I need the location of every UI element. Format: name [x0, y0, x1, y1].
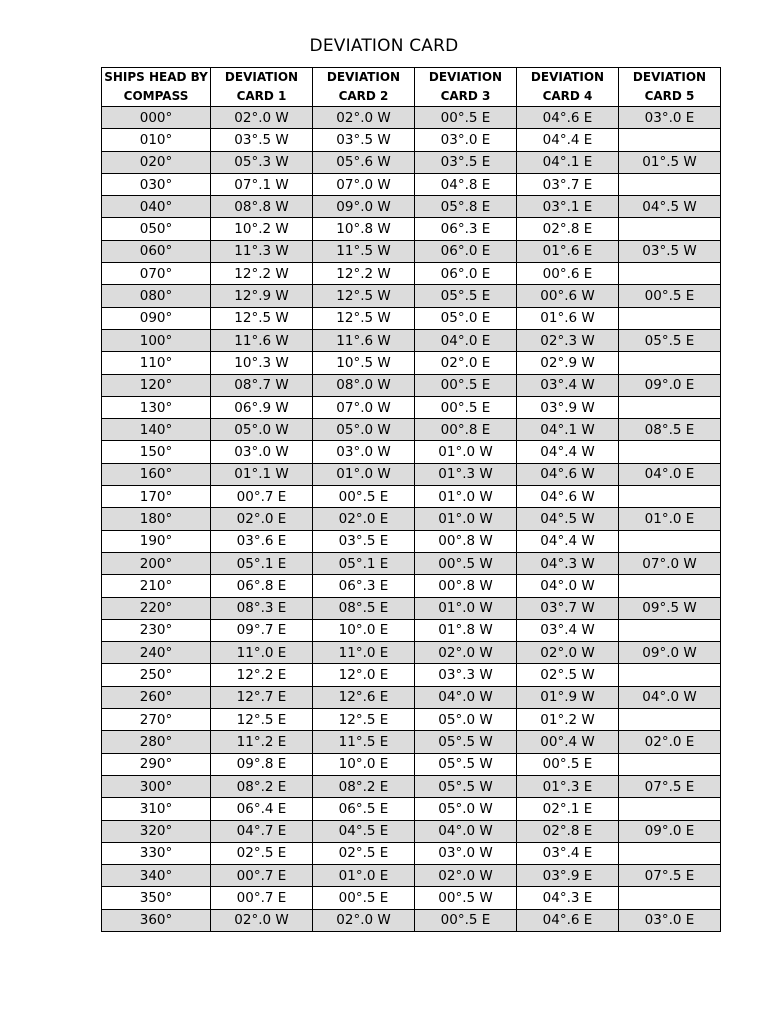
compass-heading-cell: 200° [102, 552, 211, 574]
card-3-cell: 05°.0 W [415, 798, 517, 820]
card-5-cell: 04°.0 E [619, 463, 721, 485]
compass-heading-cell: 040° [102, 196, 211, 218]
card-5-cell [619, 575, 721, 597]
compass-heading-cell: 290° [102, 753, 211, 775]
table-row [102, 240, 721, 262]
card-4-cell: 03°.9 E [517, 865, 619, 887]
card-4-cell: 03°.4 E [517, 842, 619, 864]
card-5-cell [619, 619, 721, 641]
card-3-cell: 00°.8 W [415, 575, 517, 597]
card-3-cell: 03°.5 E [415, 151, 517, 173]
card-2-cell: 08°.5 E [313, 597, 415, 619]
card-4-cell: 01°.9 W [517, 686, 619, 708]
card-5-cell: 09°.0 E [619, 374, 721, 396]
compass-heading-cell: 260° [102, 686, 211, 708]
card-2-cell: 10°.0 E [313, 619, 415, 641]
card-2-cell: 11°.0 E [313, 642, 415, 664]
card-1-cell: 01°.1 W [211, 463, 313, 485]
card-2-cell: 09°.0 W [313, 196, 415, 218]
card-2-cell: 11°.5 W [313, 240, 415, 262]
card-4-cell: 03°.1 E [517, 196, 619, 218]
card-3-cell: 01°.8 W [415, 619, 517, 641]
compass-heading-cell: 160° [102, 463, 211, 485]
card-3-cell: 02°.0 W [415, 865, 517, 887]
card-1-cell: 12°.2 E [211, 664, 313, 686]
card-1-cell: 03°.0 W [211, 441, 313, 463]
card-5-cell [619, 842, 721, 864]
card-4-cell: 01°.2 W [517, 709, 619, 731]
compass-heading-cell: 050° [102, 218, 211, 240]
compass-heading-cell: 090° [102, 307, 211, 329]
header-line: DEVIATION [530, 70, 605, 84]
card-5-cell [619, 486, 721, 508]
card-2-cell: 05°.0 W [313, 419, 415, 441]
card-1-cell: 08°.8 W [211, 196, 313, 218]
card-5-cell: 07°.5 E [619, 865, 721, 887]
card-1-cell: 03°.6 E [211, 530, 313, 552]
card-5-cell: 01°.0 E [619, 508, 721, 530]
card-1-cell: 09°.7 E [211, 619, 313, 641]
table-row [102, 575, 721, 597]
card-2-cell: 11°.6 W [313, 329, 415, 351]
card-3-cell: 04°.0 E [415, 329, 517, 351]
card-2-cell: 03°.0 W [313, 441, 415, 463]
header-row [102, 68, 721, 107]
table-row [102, 419, 721, 441]
card-4-cell: 02°.1 E [517, 798, 619, 820]
table-row [102, 865, 721, 887]
card-3-cell: 03°.0 W [415, 842, 517, 864]
card-2-cell: 08°.0 W [313, 374, 415, 396]
table-row [102, 731, 721, 753]
table-row [102, 441, 721, 463]
compass-heading-cell: 240° [102, 642, 211, 664]
card-1-cell: 00°.7 E [211, 887, 313, 909]
card-4-cell: 00°.6 W [517, 285, 619, 307]
card-1-cell: 12°.5 W [211, 307, 313, 329]
header-line: DEVIATION [428, 70, 503, 84]
card-1-cell: 10°.2 W [211, 218, 313, 240]
table-row [102, 686, 721, 708]
card-5-cell: 09°.0 W [619, 642, 721, 664]
table-row [102, 597, 721, 619]
card-4-cell: 04°.4 E [517, 129, 619, 151]
card-5-cell [619, 753, 721, 775]
card-3-cell: 00°.5 E [415, 107, 517, 129]
card-3-cell: 06°.0 E [415, 240, 517, 262]
card-5-cell [619, 664, 721, 686]
table-row [102, 329, 721, 351]
card-5-cell [619, 396, 721, 418]
card-3-cell: 05°.0 E [415, 307, 517, 329]
card-4-cell: 03°.4 W [517, 374, 619, 396]
card-5-cell [619, 530, 721, 552]
compass-heading-cell: 360° [102, 909, 211, 931]
table-row [102, 285, 721, 307]
card-4-cell: 04°.4 W [517, 441, 619, 463]
card-1-cell: 02°.0 W [211, 107, 313, 129]
card-1-cell: 12°.9 W [211, 285, 313, 307]
card-2-cell: 11°.5 E [313, 731, 415, 753]
card-5-cell: 07°.0 W [619, 552, 721, 574]
table-row [102, 107, 721, 129]
table-header [102, 68, 721, 107]
compass-heading-cell: 060° [102, 240, 211, 262]
card-5-cell: 01°.5 W [619, 151, 721, 173]
card-1-cell: 12°.5 E [211, 709, 313, 731]
header-card-5 [619, 68, 721, 107]
card-2-cell: 08°.2 E [313, 775, 415, 797]
compass-heading-cell: 010° [102, 129, 211, 151]
card-5-cell: 07°.5 E [619, 775, 721, 797]
card-2-cell: 03°.5 E [313, 530, 415, 552]
card-1-cell: 04°.7 E [211, 820, 313, 842]
header-line: CARD 3 [440, 89, 491, 103]
table-row [102, 619, 721, 641]
table-row [102, 173, 721, 195]
page-title: DEVIATION CARD [309, 36, 459, 56]
card-3-cell: 05°.5 W [415, 731, 517, 753]
card-5-cell: 05°.5 E [619, 329, 721, 351]
card-5-cell [619, 887, 721, 909]
compass-heading-cell: 250° [102, 664, 211, 686]
card-2-cell: 12°.5 E [313, 709, 415, 731]
card-1-cell: 00°.7 E [211, 486, 313, 508]
table-row [102, 218, 721, 240]
card-4-cell: 04°.4 W [517, 530, 619, 552]
card-3-cell: 06°.3 E [415, 218, 517, 240]
card-4-cell: 03°.4 W [517, 619, 619, 641]
compass-heading-cell: 170° [102, 486, 211, 508]
table-row [102, 374, 721, 396]
card-1-cell: 05°.1 E [211, 552, 313, 574]
card-2-cell: 12°.2 W [313, 263, 415, 285]
compass-heading-cell: 280° [102, 731, 211, 753]
compass-heading-cell: 310° [102, 798, 211, 820]
table-row [102, 151, 721, 173]
card-4-cell: 02°.9 W [517, 352, 619, 374]
compass-heading-cell: 230° [102, 619, 211, 641]
header-line: DEVIATION [632, 70, 707, 84]
card-2-cell: 12°.5 W [313, 307, 415, 329]
card-1-cell: 08°.2 E [211, 775, 313, 797]
table-row [102, 530, 721, 552]
card-5-cell [619, 307, 721, 329]
card-3-cell: 00°.8 W [415, 530, 517, 552]
compass-heading-cell: 140° [102, 419, 211, 441]
table-row [102, 709, 721, 731]
card-5-cell: 08°.5 E [619, 419, 721, 441]
card-4-cell: 03°.7 W [517, 597, 619, 619]
compass-heading-cell: 300° [102, 775, 211, 797]
card-2-cell: 05°.1 E [313, 552, 415, 574]
card-5-cell: 09°.0 E [619, 820, 721, 842]
header-card-2 [313, 68, 415, 107]
card-2-cell: 00°.5 E [313, 887, 415, 909]
card-5-cell [619, 352, 721, 374]
table-row [102, 775, 721, 797]
card-5-cell: 04°.0 W [619, 686, 721, 708]
table-row [102, 463, 721, 485]
card-1-cell: 00°.7 E [211, 865, 313, 887]
compass-heading-cell: 120° [102, 374, 211, 396]
card-4-cell: 02°.8 E [517, 820, 619, 842]
card-4-cell: 00°.4 W [517, 731, 619, 753]
card-5-cell: 03°.5 W [619, 240, 721, 262]
card-5-cell: 04°.5 W [619, 196, 721, 218]
header-card-4 [517, 68, 619, 107]
card-3-cell: 04°.8 E [415, 173, 517, 195]
compass-heading-cell: 340° [102, 865, 211, 887]
card-1-cell: 08°.3 E [211, 597, 313, 619]
compass-heading-cell: 080° [102, 285, 211, 307]
card-1-cell: 08°.7 W [211, 374, 313, 396]
card-5-cell [619, 263, 721, 285]
card-3-cell: 01°.0 W [415, 441, 517, 463]
card-3-cell: 00°.8 E [415, 419, 517, 441]
table-row [102, 642, 721, 664]
card-2-cell: 02°.0 W [313, 909, 415, 931]
deviation-table [101, 67, 721, 932]
header-card-3 [415, 68, 517, 107]
card-4-cell: 04°.5 W [517, 508, 619, 530]
card-3-cell: 03°.3 W [415, 664, 517, 686]
header-line: COMPASS [123, 89, 189, 103]
table-row [102, 196, 721, 218]
card-3-cell: 05°.0 W [415, 709, 517, 731]
card-3-cell: 03°.0 E [415, 129, 517, 151]
compass-heading-cell: 130° [102, 396, 211, 418]
card-5-cell: 02°.0 E [619, 731, 721, 753]
table-row [102, 753, 721, 775]
card-4-cell: 04°.1 W [517, 419, 619, 441]
card-2-cell: 06°.3 E [313, 575, 415, 597]
compass-heading-cell: 190° [102, 530, 211, 552]
card-3-cell: 02°.0 E [415, 352, 517, 374]
card-4-cell: 02°.5 W [517, 664, 619, 686]
card-1-cell: 11°.2 E [211, 731, 313, 753]
card-4-cell: 04°.0 W [517, 575, 619, 597]
header-line: CARD 1 [236, 89, 287, 103]
card-4-cell: 04°.1 E [517, 151, 619, 173]
card-1-cell: 05°.0 W [211, 419, 313, 441]
header-line: CARD 5 [644, 89, 695, 103]
compass-heading-cell: 350° [102, 887, 211, 909]
card-3-cell: 06°.0 E [415, 263, 517, 285]
table-row [102, 307, 721, 329]
card-3-cell: 01°.0 W [415, 508, 517, 530]
compass-heading-cell: 020° [102, 151, 211, 173]
card-1-cell: 11°.6 W [211, 329, 313, 351]
card-1-cell: 02°.0 E [211, 508, 313, 530]
table-row [102, 396, 721, 418]
card-5-cell [619, 218, 721, 240]
compass-heading-cell: 330° [102, 842, 211, 864]
table-row [102, 263, 721, 285]
card-1-cell: 06°.9 W [211, 396, 313, 418]
compass-heading-cell: 180° [102, 508, 211, 530]
card-3-cell: 05°.5 E [415, 285, 517, 307]
card-3-cell: 05°.5 W [415, 775, 517, 797]
card-1-cell: 12°.2 W [211, 263, 313, 285]
card-1-cell: 02°.5 E [211, 842, 313, 864]
compass-heading-cell: 320° [102, 820, 211, 842]
header-ships-head [102, 68, 211, 107]
card-4-cell: 01°.3 E [517, 775, 619, 797]
card-4-cell: 02°.8 E [517, 218, 619, 240]
card-2-cell: 07°.0 W [313, 173, 415, 195]
table-row [102, 352, 721, 374]
table-body [102, 107, 721, 932]
table-row [102, 552, 721, 574]
header-card-1 [211, 68, 313, 107]
card-3-cell: 00°.5 E [415, 396, 517, 418]
card-3-cell: 01°.3 W [415, 463, 517, 485]
card-4-cell: 04°.3 W [517, 552, 619, 574]
compass-heading-cell: 100° [102, 329, 211, 351]
card-3-cell: 05°.8 E [415, 196, 517, 218]
card-5-cell: 03°.0 E [619, 107, 721, 129]
card-5-cell [619, 173, 721, 195]
card-1-cell: 11°.3 W [211, 240, 313, 262]
card-4-cell: 01°.6 E [517, 240, 619, 262]
card-2-cell: 06°.5 E [313, 798, 415, 820]
card-3-cell: 01°.0 W [415, 486, 517, 508]
card-1-cell: 02°.0 W [211, 909, 313, 931]
card-2-cell: 02°.0 W [313, 107, 415, 129]
card-4-cell: 04°.6 E [517, 107, 619, 129]
header-line: DEVIATION [326, 70, 401, 84]
compass-heading-cell: 030° [102, 173, 211, 195]
header-line: SHIPS HEAD BY [104, 70, 208, 84]
card-1-cell: 03°.5 W [211, 129, 313, 151]
header-line: CARD 4 [542, 89, 593, 103]
card-1-cell: 10°.3 W [211, 352, 313, 374]
card-2-cell: 05°.6 W [313, 151, 415, 173]
card-4-cell: 03°.9 W [517, 396, 619, 418]
card-4-cell: 04°.3 E [517, 887, 619, 909]
card-5-cell [619, 441, 721, 463]
card-2-cell: 07°.0 W [313, 396, 415, 418]
card-1-cell: 12°.7 E [211, 686, 313, 708]
table-row [102, 129, 721, 151]
card-3-cell: 02°.0 W [415, 642, 517, 664]
table-row [102, 664, 721, 686]
card-2-cell: 10°.0 E [313, 753, 415, 775]
card-4-cell: 04°.6 E [517, 909, 619, 931]
card-2-cell: 01°.0 W [313, 463, 415, 485]
card-3-cell: 00°.5 E [415, 909, 517, 931]
card-1-cell: 07°.1 W [211, 173, 313, 195]
card-3-cell: 04°.0 W [415, 686, 517, 708]
card-4-cell: 01°.6 W [517, 307, 619, 329]
card-3-cell: 00°.5 W [415, 552, 517, 574]
compass-heading-cell: 000° [102, 107, 211, 129]
card-3-cell: 00°.5 E [415, 374, 517, 396]
card-4-cell: 02°.3 W [517, 329, 619, 351]
card-5-cell [619, 129, 721, 151]
card-3-cell: 04°.0 W [415, 820, 517, 842]
compass-heading-cell: 220° [102, 597, 211, 619]
card-1-cell: 05°.3 W [211, 151, 313, 173]
card-5-cell [619, 798, 721, 820]
table-row [102, 820, 721, 842]
table-row [102, 842, 721, 864]
card-2-cell: 12°.6 E [313, 686, 415, 708]
table-row [102, 798, 721, 820]
compass-heading-cell: 210° [102, 575, 211, 597]
card-3-cell: 00°.5 W [415, 887, 517, 909]
card-2-cell: 02°.0 E [313, 508, 415, 530]
card-2-cell: 10°.5 W [313, 352, 415, 374]
card-4-cell: 02°.0 W [517, 642, 619, 664]
card-2-cell: 12°.0 E [313, 664, 415, 686]
table-row [102, 909, 721, 931]
card-1-cell: 09°.8 E [211, 753, 313, 775]
card-5-cell: 09°.5 W [619, 597, 721, 619]
header-line: DEVIATION [224, 70, 299, 84]
card-4-cell: 03°.7 E [517, 173, 619, 195]
table-row [102, 508, 721, 530]
header-line: CARD 2 [338, 89, 389, 103]
card-4-cell: 04°.6 W [517, 463, 619, 485]
card-2-cell: 01°.0 E [313, 865, 415, 887]
card-1-cell: 06°.8 E [211, 575, 313, 597]
card-4-cell: 00°.6 E [517, 263, 619, 285]
card-3-cell: 05°.5 W [415, 753, 517, 775]
card-2-cell: 00°.5 E [313, 486, 415, 508]
card-1-cell: 11°.0 E [211, 642, 313, 664]
table-row [102, 887, 721, 909]
card-2-cell: 03°.5 W [313, 129, 415, 151]
card-2-cell: 12°.5 W [313, 285, 415, 307]
card-2-cell: 10°.8 W [313, 218, 415, 240]
compass-heading-cell: 270° [102, 709, 211, 731]
compass-heading-cell: 110° [102, 352, 211, 374]
card-5-cell: 03°.0 E [619, 909, 721, 931]
table-row [102, 486, 721, 508]
compass-heading-cell: 070° [102, 263, 211, 285]
card-5-cell [619, 709, 721, 731]
card-1-cell: 06°.4 E [211, 798, 313, 820]
card-4-cell: 00°.5 E [517, 753, 619, 775]
card-2-cell: 02°.5 E [313, 842, 415, 864]
card-2-cell: 04°.5 E [313, 820, 415, 842]
card-5-cell: 00°.5 E [619, 285, 721, 307]
compass-heading-cell: 150° [102, 441, 211, 463]
card-4-cell: 04°.6 W [517, 486, 619, 508]
card-3-cell: 01°.0 W [415, 597, 517, 619]
